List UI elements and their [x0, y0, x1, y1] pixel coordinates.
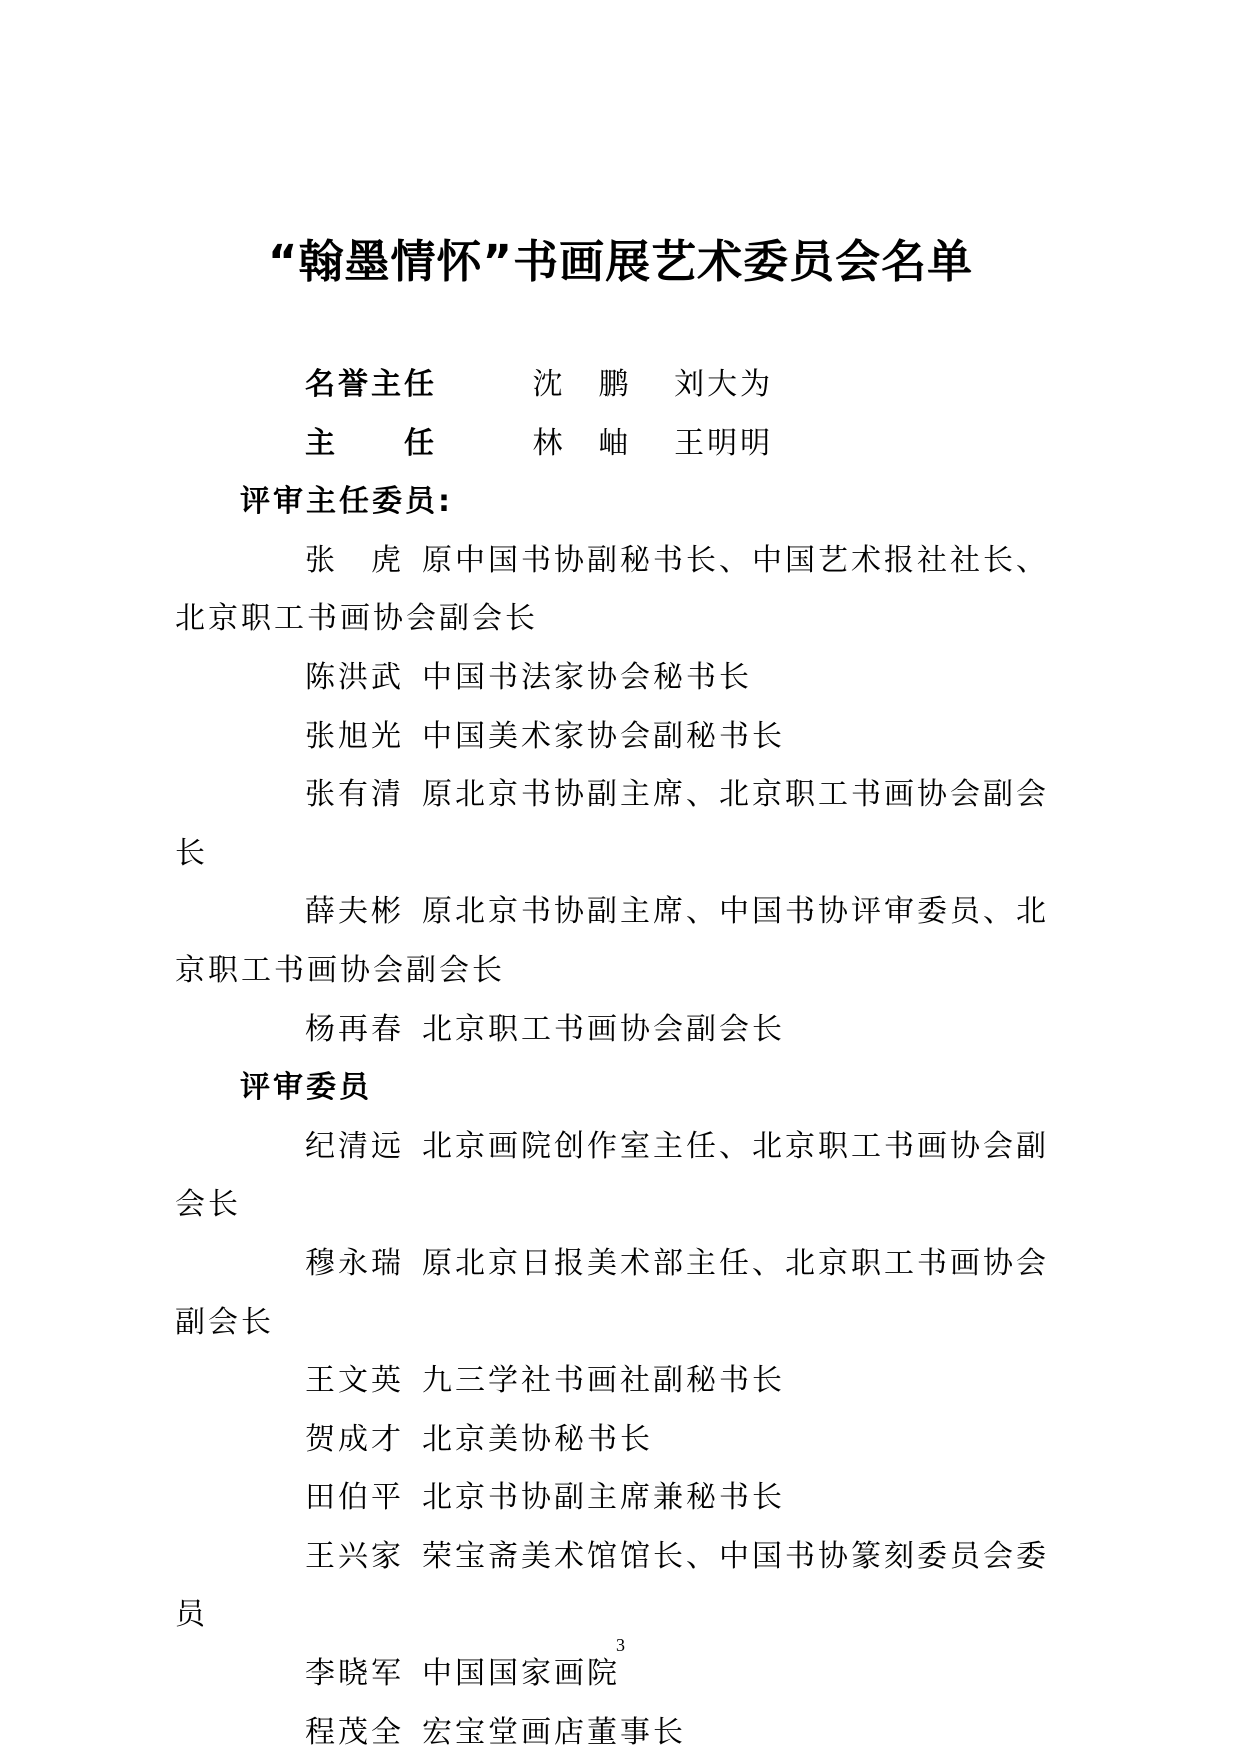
honorary-director-name: 沈 鹏 [532, 367, 632, 402]
document-title: “翰墨情怀”书画展艺术委员会名单 [267, 235, 974, 288]
chief-judges-heading: 评审主任委员: [240, 484, 453, 520]
member-title: 北京职工书画协会副会长 [422, 1011, 785, 1047]
member-title: 中国国家画院 [422, 1656, 620, 1692]
member-name: 贺成才 [305, 1421, 404, 1457]
member-name: 张有清 [305, 777, 404, 813]
honorary-director-name: 刘大为 [674, 367, 774, 402]
honorary-director-row [175, 356, 1075, 415]
member-title: 原北京书协副主席、中国书协评审委员、北京职工书画协会副会长 [175, 894, 1049, 988]
committee-list [175, 356, 1075, 1762]
director-label: 主 任 [305, 425, 437, 461]
member-title: 原北京日报美术部主任、北京职工书画协会副会长 [175, 1245, 1049, 1340]
member-title: 北京书协副主席兼秘书长 [422, 1480, 785, 1516]
member-title: 宏宝堂画店董事长 [422, 1714, 686, 1750]
member-name: 穆永瑞 [305, 1245, 404, 1281]
judges-heading: 评审委员 [240, 1070, 372, 1106]
judge-entry [175, 1352, 1075, 1411]
member-name: 张旭光 [305, 718, 404, 754]
judge-entry [175, 1118, 1075, 1235]
member-name: 薛夫彬 [305, 894, 404, 930]
judge-entry [175, 1235, 1075, 1352]
member-title: 九三学社书画社副秘书长 [422, 1363, 785, 1399]
chief-judge-entry [175, 532, 1075, 649]
member-name: 陈洪武 [305, 659, 404, 695]
member-title: 中国书法家协会秘书长 [422, 659, 752, 695]
member-title: 北京美协秘书长 [422, 1421, 653, 1457]
member-title: 中国美术家协会副秘书长 [422, 718, 785, 754]
member-title: 原北京书协副主席、北京职工书画协会副会长 [175, 777, 1049, 871]
director-row [175, 415, 1075, 474]
judge-entry [175, 1411, 1075, 1470]
chief-judge-entry [175, 883, 1075, 1000]
member-name: 杨再春 [305, 1011, 404, 1047]
judge-entry [175, 1469, 1075, 1528]
member-name: 王文英 [305, 1363, 404, 1399]
director-name: 林 岫 [532, 425, 632, 461]
member-title: 原中国书协副秘书长、中国艺术报社社长、北京职工书画协会副会长 [175, 542, 1049, 637]
member-name: 纪清远 [305, 1128, 404, 1164]
judge-entry [175, 1704, 1075, 1762]
honorary-director-label: 名誉主任 [305, 367, 437, 402]
member-name: 程茂全 [305, 1714, 404, 1750]
member-name: 张 虎 [305, 542, 404, 578]
member-name: 李晓军 [305, 1656, 404, 1692]
member-name: 田伯平 [305, 1480, 404, 1516]
chief-judge-entry [175, 708, 1075, 767]
member-title: 荣宝斋美术馆馆长、中国书协篆刻委员会委员 [175, 1538, 1049, 1633]
chief-judge-entry [175, 1001, 1075, 1060]
member-name: 王兴家 [305, 1538, 404, 1574]
chief-judge-entry [175, 766, 1075, 883]
chief-judge-entry [175, 649, 1075, 708]
director-name: 王明明 [674, 425, 774, 461]
judge-entry [175, 1528, 1075, 1645]
member-title: 北京画院创作室主任、北京职工书画协会副会长 [175, 1128, 1049, 1223]
page-number: 3 [616, 1635, 625, 1655]
